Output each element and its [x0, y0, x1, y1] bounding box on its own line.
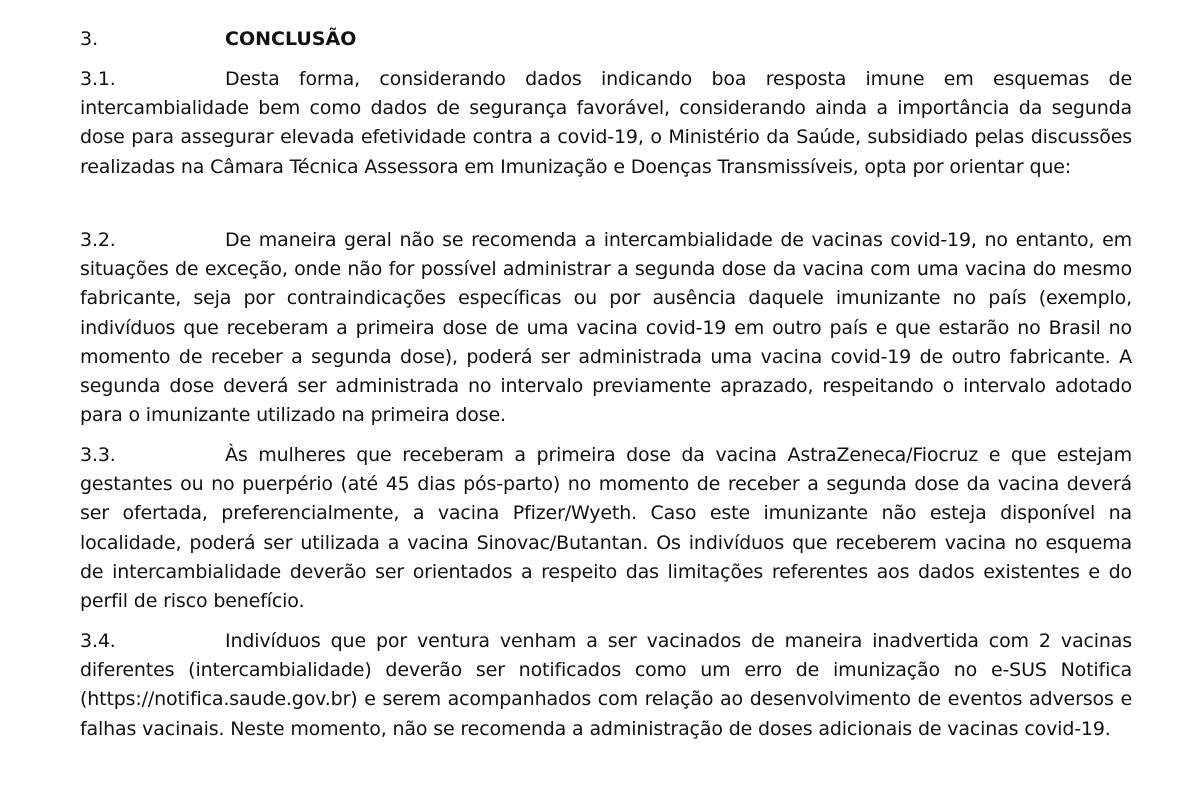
section-number: 3. [80, 28, 99, 50]
paragraph-text: De maneira geral não se recomenda a intercambialidade de vacinas covid-19, no entanto, em situações de exceção, onde não for possível administrar a segunda dose da vacina com uma vacina do mesmo fabricante, seja por contraindicações específicas ou por ausência daquele imunizante no país (exemplo, indivíduos que receberam a primeira dose de uma vacina covid-19 em outro país e que estarão no Brasil no momento de receber a segunda dose), poderá ser administrada uma vacina covid-19 de outro fabricante. A segunda dose deverá ser administrada no intervalo previamente aprazado, respeitando o intervalo adotado para o imunizante utilizado na primeira dose. [80, 229, 1132, 427]
section-heading [80, 25, 356, 54]
paragraph-text: Desta forma, considerando dados indicando boa resposta imune em esquemas de intercambialidade bem como dados de segurança favorável, considerando ainda a importância da segunda dose para assegurar elevada efetividade contra a covid-19, o Ministério da Saúde, subsidiado pelas discussões realizadas na Câmara Técnica Assessora em Imunização e Doenças Transmissíveis, opta por orientar que: [80, 68, 1132, 178]
paragraph-text: Indivíduos que por ventura venham a ser vacinados de maneira inadvertida com 2 vacinas diferentes (intercambialidade) deverão ser notificados como um erro de imunização no e-SUS Notifica (https://notifica.saude.gov.br) e serem acompanhados com relação ao desenvolvimento de eventos adversos e falhas vacinais. Neste momento, não se recomenda a administração de doses adicionais de vacinas covid-19. [80, 630, 1132, 740]
paragraph-3-1 [80, 65, 1132, 182]
paragraph-number: 3.2. [80, 229, 116, 251]
paragraph-3-4 [80, 627, 1132, 744]
paragraph-number: 3.4. [80, 630, 116, 652]
paragraph-number: 3.1. [80, 68, 116, 90]
paragraph-text: Às mulheres que receberam a primeira dose da vacina AstraZeneca/Fiocruz e que estejam gestantes ou no puerpério (até 45 dias pós-parto) no momento de receber a segunda dose da vacina deverá ser ofertada, preferencialmente, a vacina Pfizer/Wyeth. Caso este imunizante não esteja disponível na localidade, poderá ser utilizada a vacina Sinovac/Butantan. Os indivíduos que receberem vacina no esquema de intercambialidade deverão ser orientados a respeito das limitações referentes aos dados existentes e do perfil de risco benefício. [80, 444, 1132, 613]
paragraph-number: 3.3. [80, 444, 116, 466]
paragraph-3-3 [80, 441, 1132, 616]
section-title: CONCLUSÃO [225, 28, 357, 50]
paragraph-3-2 [80, 226, 1132, 430]
